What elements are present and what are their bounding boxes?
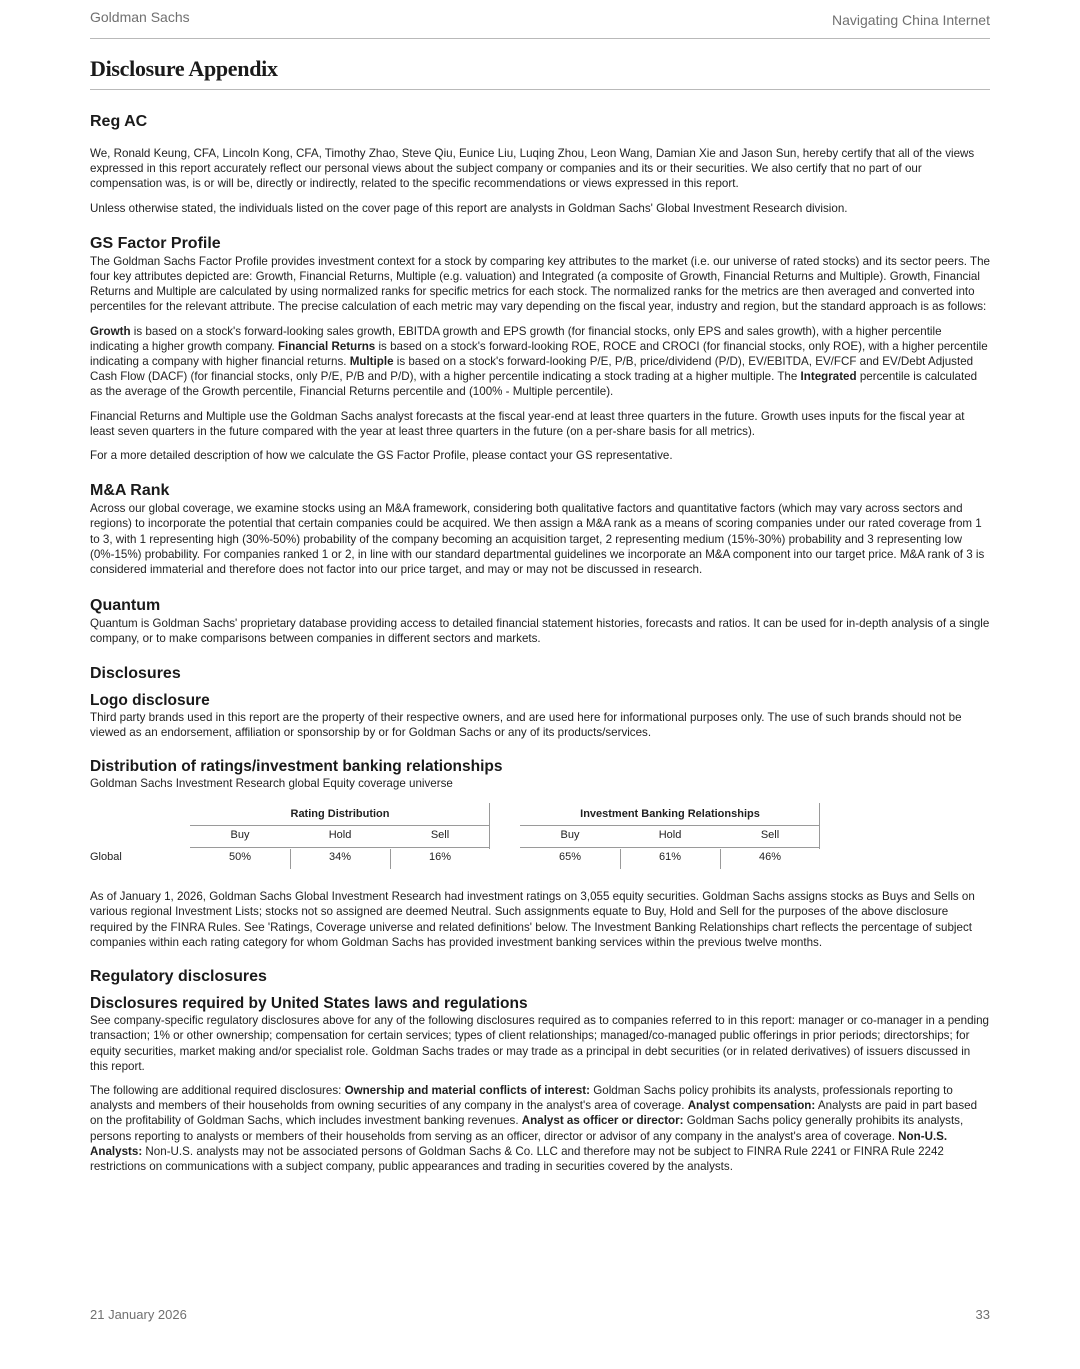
page-title: Disclosure Appendix <box>90 56 278 81</box>
disclosures-heading: Disclosures <box>90 664 181 682</box>
ownership-term: Ownership and material conflicts of interest: <box>344 1083 591 1097</box>
factor-profile-definitions <box>90 324 990 400</box>
additional-disclosures <box>90 1083 990 1174</box>
ownership-text: Goldman Sachs policy prohibits its analysts, professionals reporting to analysts and members of their households from owning securities of any company in the analyst's area of coverage. <box>90 1083 953 1113</box>
page-header <box>90 8 990 39</box>
non-us-analysts-term: Non-U.S. Analysts: <box>90 1129 948 1158</box>
rating-distribution-group <box>190 803 490 871</box>
reg-ac-certification: We, Ronald Keung, CFA, Lincoln Kong, CFA, Timothy Zhao, Steve Qiu, Eunice Liu, Luqing Zhou, Leon Wang, Damian Xie and Jason Sun, hereby certify that all of the views expressed in this report accurately reflect our personal views about the subject company or companies and its or their securities. We also certify that no part of our compensation was, is or will be, directly or indirectly, related to the specific recommendations or views expressed in this report. <box>90 147 975 191</box>
logo-disclosure-heading: Logo disclosure <box>90 691 210 709</box>
ma-rank-heading: M&A Rank <box>90 482 170 500</box>
quantum-text: Quantum is Goldman Sachs' proprietary database providing access to detailed financial statement histories, forecasts and ratios. It can be used for in-depth analysis of a single company, or to make comparisons between companies in different sectors and markets. <box>90 617 990 646</box>
rating-distribution-title: Rating Distribution <box>190 803 490 826</box>
additional-lead: The following are additional required disclosures: <box>90 1083 345 1097</box>
ib-hold-label: Hold <box>658 829 682 842</box>
financial-returns-text: is based on a stock's forward-looking ROE, ROCE and CROCI (for financial stocks, only ROE), with a higher percentile indicating a company with higher financial returns. <box>90 339 988 369</box>
rating-hold-label: Hold <box>328 829 352 842</box>
main-content <box>90 112 990 1174</box>
compensation-text: Analysts are paid in part based on the profitability of Goldman Sachs, which includes investment banking revenues. <box>90 1099 978 1128</box>
row-label-global: Global <box>90 851 122 864</box>
officer-director-term: Analyst as officer or director: <box>521 1114 684 1128</box>
growth-term: Growth <box>90 324 131 338</box>
us-disclosures-heading: Disclosures required by United States laws and regulations <box>90 995 528 1013</box>
regulatory-heading: Regulatory disclosures <box>90 968 267 986</box>
ib-hold-value: 61% <box>658 851 682 864</box>
ib-sell-label: Sell <box>760 829 780 842</box>
report-title: Navigating China Internet <box>832 12 990 28</box>
compensation-term: Analyst compensation: <box>687 1099 816 1113</box>
ib-buy-value: 65% <box>558 851 582 864</box>
factor-profile-heading: GS Factor Profile <box>90 234 221 252</box>
ratings-table <box>90 803 990 889</box>
integrated-term: Integrated <box>800 370 857 384</box>
reg-ac-heading: Reg AC <box>90 113 148 130</box>
growth-text: is based on a stock's forward-looking sales growth, EBITDA growth and EPS growth (for financial stocks, only EPS and sales growth), with a higher percentile indicating a higher growth company. <box>90 324 942 353</box>
factor-profile-forecasts: Financial Returns and Multiple use the Goldman Sachs analyst forecasts at the fiscal year-end at least three quarters in the future. Growth uses inputs for the fiscal year at least seven quarters in the future compared with the year at least three quarters in the future (on a per-share basis for all metrics). <box>90 409 965 438</box>
factor-profile-intro: The Goldman Sachs Factor Profile provides investment context for a stock by comparing key attributes to the market (i.e. our universe of rated stocks) and its sector peers. The four key attributes depicted are: Growth, Financial Returns, Multiple (e.g. valuation) and Integrated (a composite of Growth, Financial Returns and Multiple). Growth, Financial Returns and Multiple are calculated by using normalized ranks for specific metrics for each stock. The normalized ranks for the metrics are then averaged and converted into percentiles for the relevant attribute. The precise calculation of each metric may vary depending on the fiscal year, industry and region, but the standard approach is as follows: <box>90 254 990 314</box>
rating-hold-value: 34% <box>328 851 352 864</box>
ib-relationships-group <box>520 803 820 871</box>
title-block <box>90 55 990 90</box>
non-us-analysts-text: Non-U.S. analysts may not be associated persons of Goldman Sachs & Co. LLC and therefore may not be subject to FINRA Rule 2241 or FINRA Rule 2242 restrictions on communications with a subject company, public appearances and trading in securities covered by the analysts. <box>90 1144 944 1173</box>
ib-buy-label: Buy <box>560 829 580 842</box>
distribution-subheading: Goldman Sachs Investment Research global Equity coverage universe <box>90 777 453 791</box>
officer-director-text: Goldman Sachs policy generally prohibits its analysts, persons reporting to analysts or members of their households from serving as an officer, director or advisor of any company in the analyst's area of coverage. <box>90 1114 964 1143</box>
multiple-text: is based on a stock's forward-looking P/E, P/B, price/dividend (P/D), EV/EBITDA, EV/FCF and EV/Debt Adjusted Cash Flow (DACF) (for financial stocks, only P/E, P/B and P/D), with a higher percentile indicating a stock trading at a higher multiple. The <box>90 355 974 384</box>
rating-buy-value: 50% <box>228 851 252 864</box>
integrated-text: percentile is calculated as the average of the Growth percentile, Financial Returns percentile and (100% - Multiple percentile). <box>90 370 978 399</box>
ib-sell-value: 46% <box>758 851 782 864</box>
financial-returns-term: Financial Returns <box>277 339 376 353</box>
rating-buy-label: Buy <box>230 829 250 842</box>
ma-rank-text: Across our global coverage, we examine stocks using an M&A framework, considering both qualitative factors and quantitative factors (which may vary across sectors and regions) to incorporate the potential that certain companies could be acquired. We then assign a M&A rank as a means of scoring companies under our rated coverage from 1 to 3, with 1 representing high (30%-50%) probability of the company becoming an acquisition target, 2 representing medium (15%-30%) probability and 3 representing low (0%-15%) probability. For companies ranked 1 or 2, in line with our standard departmental guidelines we incorporate an M&A component into our target price. M&A rank of 3 is considered immaterial and therefore does not factor into our price target, and may or may not be discussed in research. <box>90 502 985 577</box>
distribution-note: As of January 1, 2026, Goldman Sachs Global Investment Research had investment ratings on 3,055 equity securities. Goldman Sachs assigns stocks as Buys and Sells on various regional Investment Lists; stocks not so assigned are deemed Neutral. Such assignments equate to Buy, Hold and Sell for the purposes of the above disclosure required by the FINRA Rules. See 'Ratings, Coverage universe and related definitions' below. The Investment Banking Relationships chart reflects the percentage of subject companies within each rating category for whom Goldman Sachs has provided investment banking services within the previous twelve months. <box>90 890 975 949</box>
ib-relationships-title: Investment Banking Relationships <box>520 803 820 826</box>
page-number: 33 <box>975 1307 990 1322</box>
reg-ac-analysts-note: Unless otherwise stated, the individuals listed on the cover page of this report are analysts in Goldman Sachs' Global Investment Research division. <box>90 201 848 215</box>
logo-disclosure-text: Third party brands used in this report are the property of their respective owners, and are used here for informational purposes only. The use of such brands should not be viewed as an endorsement, affiliation or sponsorship by or for Goldman Sachs or any of its products/services. <box>90 710 962 739</box>
brand-name: Goldman Sachs <box>90 9 190 25</box>
distribution-heading: Distribution of ratings/investment banking relationships <box>90 758 503 776</box>
rating-sell-value: 16% <box>428 851 452 864</box>
quantum-heading: Quantum <box>90 597 161 615</box>
footer-date: 21 January 2026 <box>90 1307 187 1322</box>
rating-sell-label: Sell <box>430 829 450 842</box>
multiple-term: Multiple <box>349 355 394 369</box>
factor-profile-contact: For a more detailed description of how we calculate the GS Factor Profile, please contact your GS representative. <box>90 449 673 463</box>
us-disclosures-text: See company-specific regulatory disclosures above for any of the following disclosures required as to companies referred to in this report: manager or co-manager in a pending transaction; 1% or other ownership; compensation for certain services; types of client relationships; managed/co-managed public offerings in prior periods; directorships; for equity securities, market making and/or specialist role. Goldman Sachs trades or may trade as a principal in debt securities (or in related derivatives) of issuers discussed in this report. <box>90 1014 989 1073</box>
